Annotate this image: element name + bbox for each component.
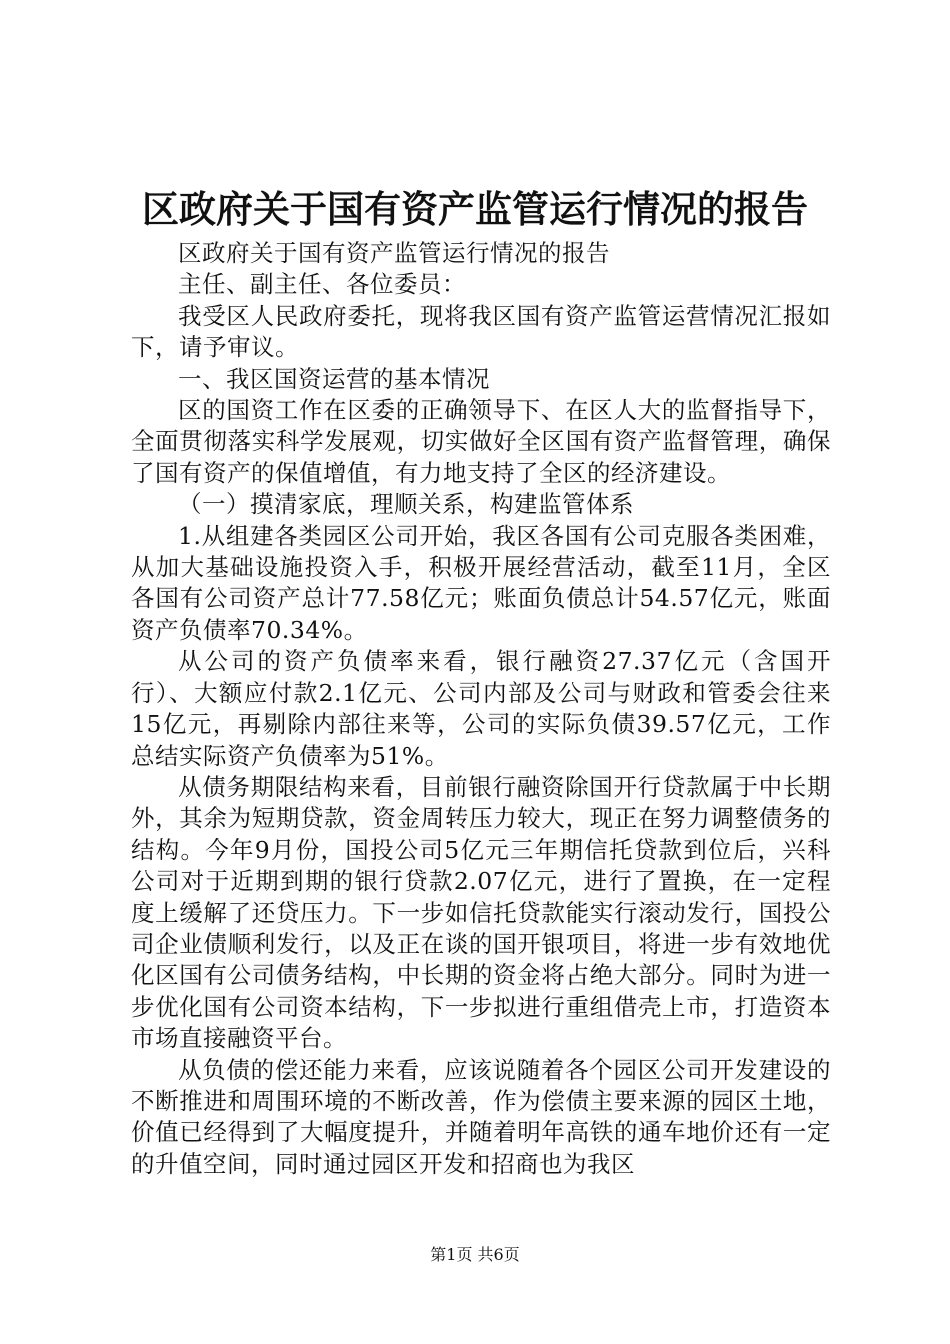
paragraph: 主任、副主任、各位委员： <box>178 270 466 299</box>
paragraph: 1.从组建各类园区公司开始，我区各国有公司克服各类困难，从加大基础设施投资入手，积极开展经营活动，截至11月，全区各国有公司资产总计77.58亿元；账面负债总计54.57亿元，账面资产负债率70.34%。 <box>131 521 831 644</box>
document-body <box>131 238 831 1180</box>
paragraph: 从债务期限结构来看，目前银行融资除国开行贷款属于中长期外，其余为短期贷款，资金周转压力较大，现正在努力调整债务的结构。今年9月份，国投公司5亿元三年期信托贷款到位后，兴科公司对于近期到期的银行贷款2.07亿元，进行了置换，在一定程度上缓解了还贷压力。下一步如信托贷款能实行滚动发行，国投公司企业债顺利发行，以及正在谈的国开银项目，将进一步有效地优化区国有公司债务结构，中长期的资金将占绝大部分。同时为进一步优化国有公司资本结构，下一步拟进行重组借壳上市，打造资本市场直接融资平台。 <box>131 772 831 1053</box>
subsection-heading: （一）摸清家底，理顺关系，构建监管体系 <box>178 490 634 519</box>
paragraph: 从公司的资产负债率来看，银行融资27.37亿元（含国开行）、大额应付款2.1亿元、公司内部及公司与财政和管委会往来15亿元，再剔除内部往来等，公司的实际负债39.57亿元，工作总结实际资产负债率为51%。 <box>131 647 831 770</box>
section-heading: 一、我区国资运营的基本情况 <box>178 364 490 393</box>
paragraph: 我受区人民政府委托，现将我区国有资产监管运营情况汇报如下，请予审议。 <box>131 301 831 362</box>
paragraph: 从负债的偿还能力来看，应该说随着各个园区公司开发建设的不断推进和周围环境的不断改善，作为偿债主要来源的园区土地，价值已经得到了大幅度提升，并随着明年高铁的通车地价还有一定的升值空间，同时通过园区开发和招商也为我区 <box>131 1055 831 1178</box>
page-number: 第1页 共6页 <box>430 1245 520 1264</box>
paragraph: 区的国资工作在区委的正确领导下、在区人大的监督指导下，全面贯彻落实科学发展观，切实做好全区国有资产监督管理，确保了国有资产的保值增值，有力地支持了全区的经济建设。 <box>131 396 831 487</box>
document-title: 区政府关于国有资产监管运行情况的报告 <box>142 187 808 231</box>
paragraph: 区政府关于国有资产监管运行情况的报告 <box>178 239 610 267</box>
